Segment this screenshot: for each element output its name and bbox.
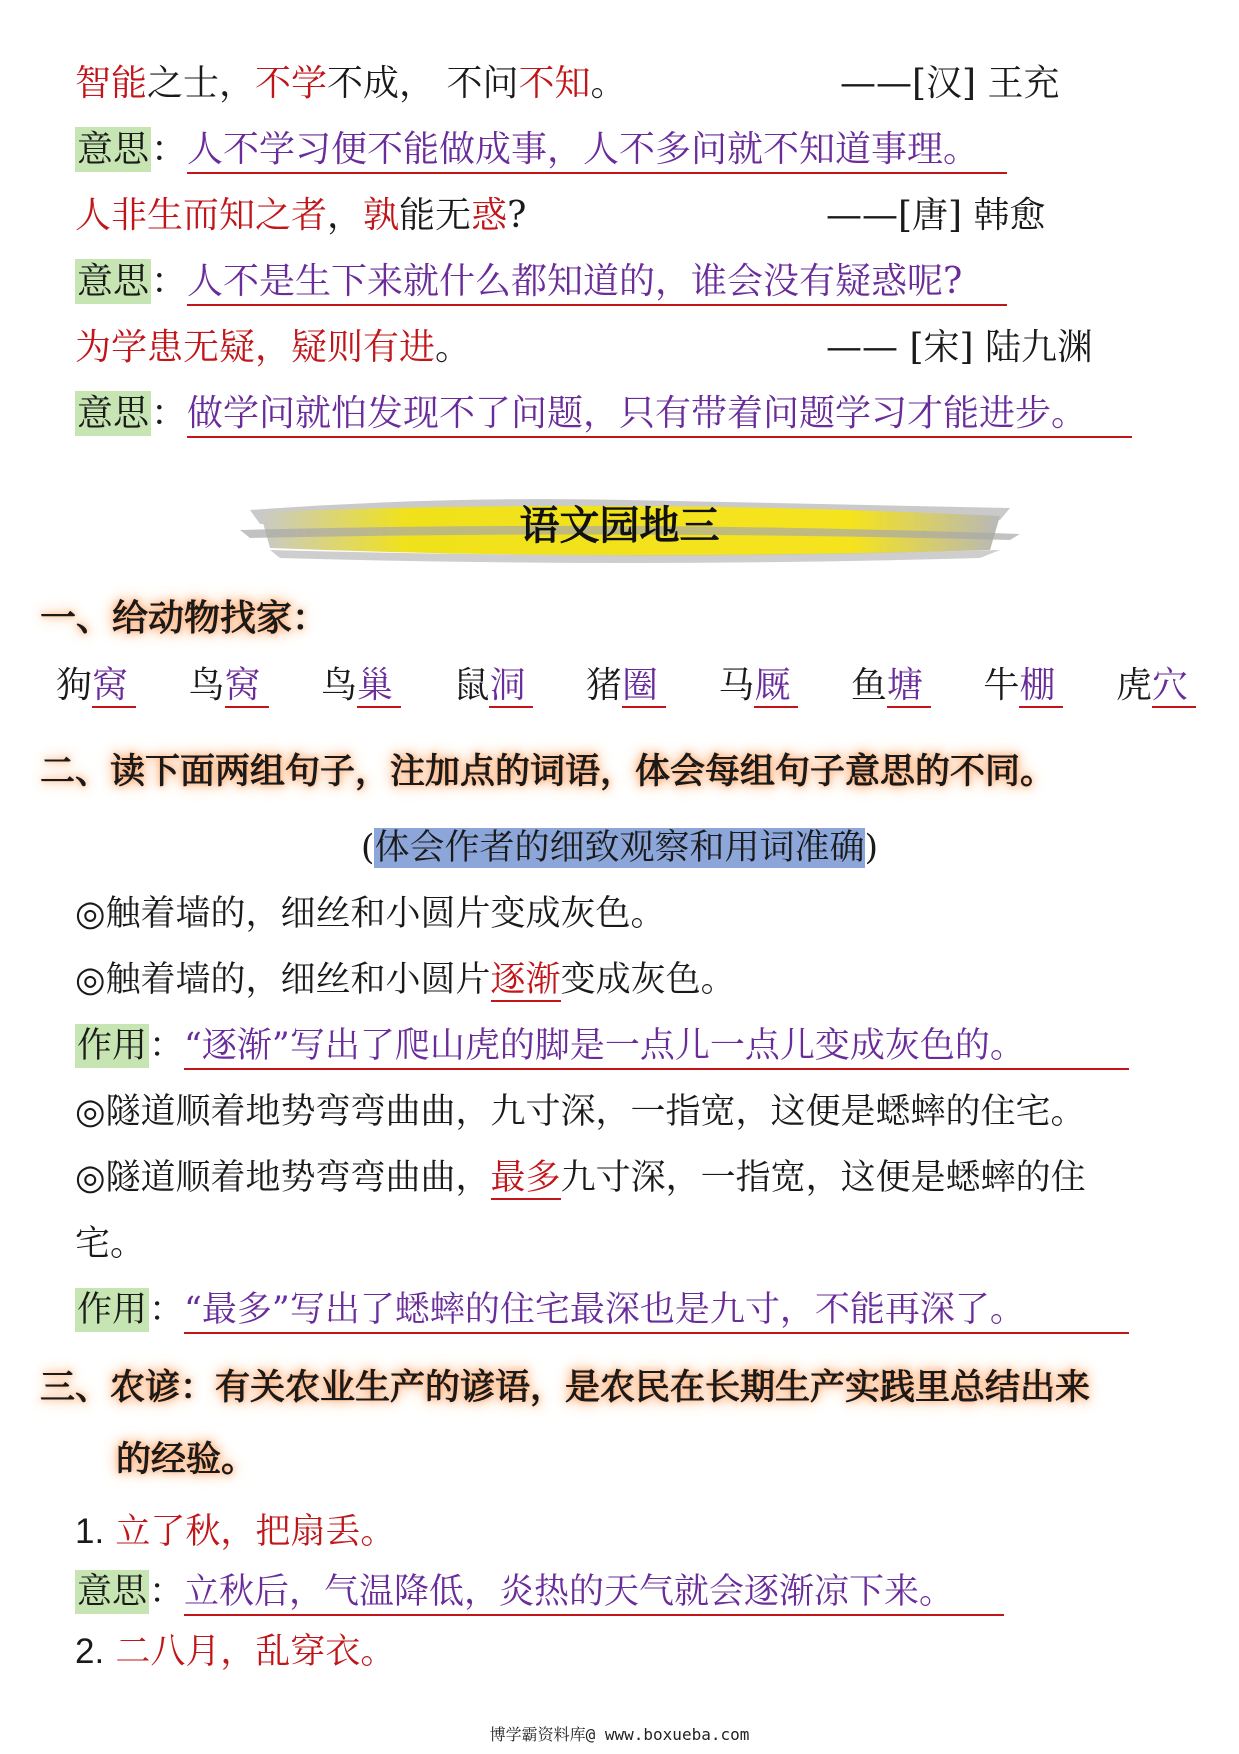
sentence-2 bbox=[75, 958, 736, 1002]
animal-home: 洞 bbox=[489, 665, 533, 708]
quote-1-part: 不成， 不问 bbox=[327, 63, 519, 104]
animal-pair bbox=[56, 664, 136, 708]
quote-2-part: 人非生而知之者 bbox=[75, 195, 328, 236]
proverb-number: 2. bbox=[75, 1632, 105, 1671]
quote-1-part: 不学 bbox=[255, 63, 328, 104]
part3-heading-line1: 三、农谚：有关农业生产的谚语，是农民在长期生产实践里总结出来 bbox=[40, 1367, 1091, 1408]
animal-pair bbox=[851, 664, 931, 708]
proverb-1 bbox=[75, 1510, 395, 1554]
colon: ： bbox=[149, 1572, 185, 1612]
animal-home: 圈 bbox=[622, 665, 666, 708]
animal-name: 鼠 bbox=[453, 665, 490, 706]
animal-name: 猪 bbox=[585, 665, 622, 706]
animal-name: 鸟 bbox=[188, 665, 225, 706]
animal-name: 狗 bbox=[56, 665, 93, 706]
sentence-4-keyword: 最多 bbox=[490, 1158, 561, 1198]
animal-pair bbox=[586, 664, 666, 708]
colon: ： bbox=[151, 129, 188, 170]
animal-name: 马 bbox=[718, 665, 755, 706]
note-highlight: 体会作者的细致观察和用词准确 bbox=[374, 828, 865, 868]
quote-1-part: 。 bbox=[590, 63, 627, 104]
colon: ： bbox=[151, 261, 188, 302]
animal-home-row bbox=[56, 664, 1196, 708]
animal-home: 穴 bbox=[1152, 665, 1196, 708]
quote-3-line bbox=[75, 326, 471, 370]
animal-home: 巢 bbox=[357, 665, 401, 708]
meaning-label: 意思 bbox=[77, 261, 150, 302]
proverb-2 bbox=[75, 1630, 395, 1674]
quote-3-author: —— [宋] 陆九渊 bbox=[826, 327, 1093, 368]
proverb-1-meaning: 立秋后，气温降低，炎热的天气就会逐渐凉下来。 bbox=[184, 1570, 1004, 1616]
sentence-2-pre: ◎触着墙的，细丝和小圆片 bbox=[75, 960, 491, 1000]
note-paren-close: ) bbox=[864, 828, 879, 868]
proverb-number: 1. bbox=[75, 1512, 105, 1551]
quote-2-part: ， bbox=[327, 195, 364, 236]
animal-home: 窝 bbox=[92, 665, 136, 708]
animal-home: 厩 bbox=[754, 665, 798, 708]
meaning-label: 意思 bbox=[77, 129, 150, 170]
section-title: 语文园地三 bbox=[519, 503, 720, 549]
sentence-1: ◎触着墙的，细丝和小圆片变成灰色。 bbox=[75, 894, 666, 934]
animal-name: 虎 bbox=[1115, 665, 1152, 706]
quote-2-meaning-row bbox=[75, 260, 1007, 306]
part2-heading: 二、读下面两组句子，注加点的词语，体会每组句子意思的不同。 bbox=[40, 751, 1056, 792]
animal-pair bbox=[321, 664, 401, 708]
sentence-2-post: 变成灰色。 bbox=[560, 960, 736, 1000]
sentence-4-pre: ◎隧道顺着地势弯弯曲曲， bbox=[75, 1158, 491, 1198]
quote-1-part: 不知 bbox=[518, 63, 591, 104]
proverb-text: 二八月，乱穿衣。 bbox=[115, 1632, 396, 1672]
effect-2-row bbox=[75, 1288, 1129, 1334]
effect-1: “逐渐”写出了爬山虎的脚是一点儿一点儿变成灰色的。 bbox=[184, 1024, 1129, 1070]
quote-2-part: 孰 bbox=[363, 195, 400, 236]
quote-3-meaning: 做学问就怕发现不了问题，只有带着问题学习才能进步。 bbox=[187, 392, 1132, 438]
quote-1-meaning-row bbox=[75, 128, 1007, 174]
quote-2-author: ——[唐] 韩愈 bbox=[826, 195, 1046, 236]
quote-1-line bbox=[75, 62, 627, 106]
part2-note bbox=[0, 826, 1239, 870]
proverb-1-meaning-row bbox=[75, 1570, 1004, 1616]
animal-home: 塘 bbox=[887, 665, 931, 708]
proverb-text: 立了秋，把扇丢。 bbox=[115, 1512, 396, 1552]
sentence-2-keyword: 逐渐 bbox=[490, 960, 561, 1000]
colon: ： bbox=[151, 393, 188, 434]
animal-name: 牛 bbox=[983, 665, 1020, 706]
footer-watermark: 博学霸资料库@ www.boxueba.com bbox=[489, 1725, 750, 1744]
quote-2-part: ? bbox=[507, 195, 527, 236]
quote-1-part: 智能 bbox=[75, 63, 148, 104]
quote-2-part: 能无 bbox=[399, 195, 472, 236]
animal-pair bbox=[453, 664, 533, 708]
sentence-4 bbox=[75, 1156, 1086, 1200]
animal-pair bbox=[188, 664, 268, 708]
effect-1-row bbox=[75, 1024, 1129, 1070]
animal-home: 棚 bbox=[1019, 665, 1063, 708]
part3-heading-line2: 的经验。 bbox=[116, 1439, 257, 1480]
quote-1-author: ——[汉] 王充 bbox=[840, 63, 1060, 104]
effect-label: 作用 bbox=[77, 1026, 148, 1066]
animal-home: 窝 bbox=[225, 665, 269, 708]
part1-heading: 一、给动物找家： bbox=[40, 597, 329, 639]
colon: ： bbox=[149, 1026, 185, 1066]
quote-3-meaning-row bbox=[75, 392, 1132, 438]
animal-pair bbox=[983, 664, 1063, 708]
effect-label: 作用 bbox=[77, 1290, 148, 1330]
effect-2: “最多”写出了蟋蟀的住宅最深也是九寸，不能再深了。 bbox=[184, 1288, 1129, 1334]
meaning-label: 意思 bbox=[77, 1572, 148, 1612]
animal-name: 鸟 bbox=[320, 665, 357, 706]
animal-pair bbox=[718, 664, 798, 708]
meaning-label: 意思 bbox=[77, 393, 150, 434]
quote-1-part: 之士， bbox=[147, 63, 256, 104]
quote-3-part: 为学患无疑，疑则有进 bbox=[75, 327, 436, 368]
quote-2-line bbox=[75, 194, 526, 238]
note-paren-open: ( bbox=[360, 828, 375, 868]
animal-pair bbox=[1116, 664, 1196, 708]
quote-2-meaning: 人不是生下来就什么都知道的，谁会没有疑惑呢? bbox=[187, 260, 1007, 306]
sentence-4-post: 九寸深，一指宽，这便是蟋蟀的住 bbox=[560, 1158, 1086, 1198]
quote-1-meaning: 人不学习便不能做成事，人不多问就不知道事理。 bbox=[187, 128, 1007, 174]
sentence-4-wrap: 宅。 bbox=[75, 1224, 146, 1264]
quote-2-part: 惑 bbox=[471, 195, 508, 236]
quote-3-part: 。 bbox=[435, 327, 472, 368]
animal-name: 鱼 bbox=[850, 665, 887, 706]
sentence-3: ◎隧道顺着地势弯弯曲曲，九寸深，一指宽，这便是蟋蟀的住宅。 bbox=[75, 1092, 1086, 1132]
colon: ： bbox=[149, 1290, 185, 1330]
